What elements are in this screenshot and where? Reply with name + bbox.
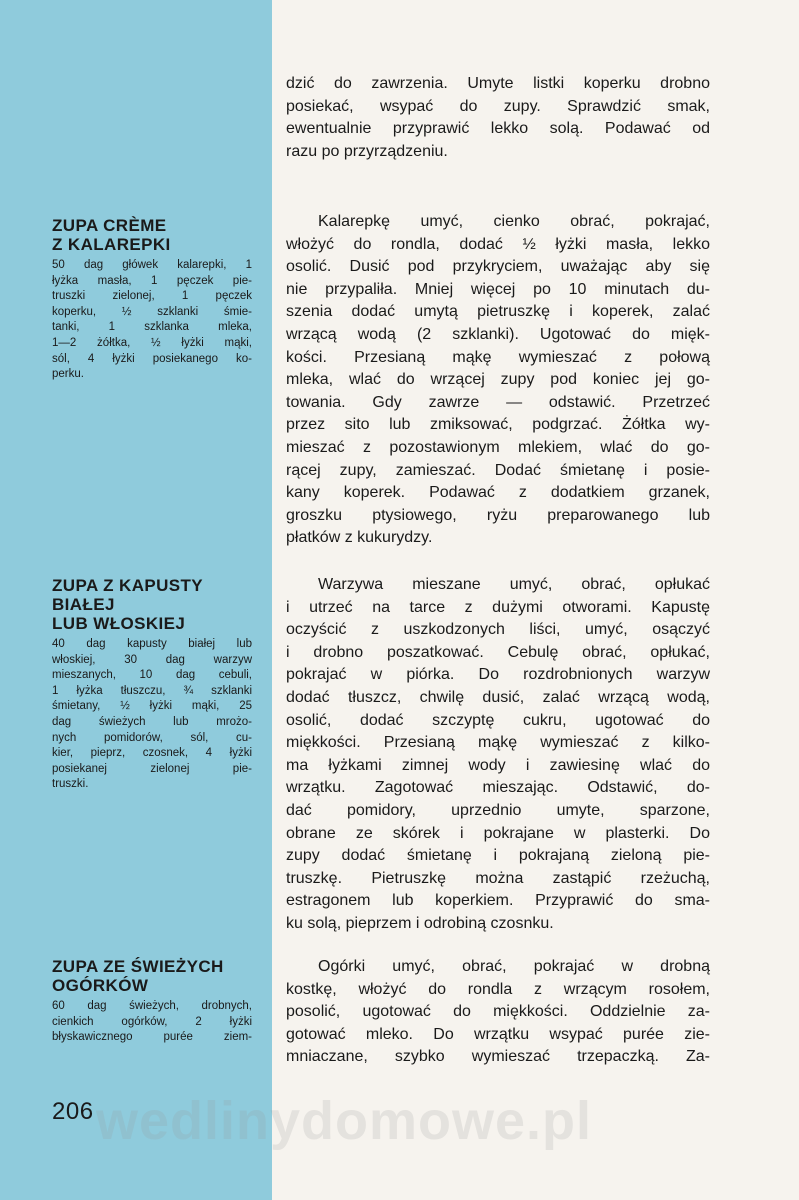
page-number: 206 xyxy=(52,1098,94,1125)
text-line: truszkę. Pietruszkę można zastąpić rzeżuchą, xyxy=(286,869,710,887)
text-line: i drobno poszatkować. Cebulę obrać, opłukać, xyxy=(286,643,710,661)
text-line: posiekać, wsypać do zupy. Sprawdzić smak, xyxy=(286,97,710,115)
ingredient-line: nych pomidorów, sól, cu- xyxy=(52,731,252,744)
watermark: wedlinydomowe.pl xyxy=(96,1091,593,1151)
title-line: ZUPA ZE ŚWIEŻYCH xyxy=(52,957,224,976)
ingredients-list xyxy=(52,258,252,383)
recipe-3-instructions xyxy=(286,956,710,1069)
text-line: groszku ptysiowego, ryżu preparowanego lub xyxy=(286,506,710,524)
text-line: kości. Przesianą mąkę wymieszać z połową xyxy=(286,348,710,366)
text-line: obrane ze skórek i pokrajane w plasterki. Do xyxy=(286,824,710,842)
text-line: posolić, ugotować do miękkości. Oddzielnie za- xyxy=(286,1003,710,1021)
ingredient-line: koperku, ½ szklanki śmie- xyxy=(52,305,252,318)
text-line: osolić, dodać szczyptę cukru, ugotować do xyxy=(286,711,710,729)
ingredient-line: perku. xyxy=(52,368,84,381)
text-line: przez sito lub zmiksować, podgrzać. Żółtka wy- xyxy=(286,416,710,434)
ingredient-line: 40 dag kapusty białej lub xyxy=(52,638,252,650)
text-line: gotować mleko. Do wrzątku wsypać purée zie- xyxy=(286,1025,710,1043)
recipe-2-header xyxy=(52,576,252,793)
text-line: szenia dodać umytą pietruszkę i koperek, zalać xyxy=(286,303,710,321)
text-line: Warzywa mieszane umyć, obrać, opłukać xyxy=(318,576,710,593)
ingredient-line: śmietany, ½ łyżki mąki, 25 xyxy=(52,700,252,713)
recipe-1-header xyxy=(52,216,252,383)
text-line: mniaczane, szybko wymieszać trzepaczką. Za- xyxy=(286,1048,710,1066)
title-line: LUB WŁOSKIEJ xyxy=(52,614,186,633)
ingredient-line: dag świeżych lub mrożo- xyxy=(52,715,252,728)
recipe-1-instructions xyxy=(286,211,710,550)
recipe-title xyxy=(52,957,252,995)
text-line: dodać tłuszcz, chwilę dusić, zalać wrzącą wodą, xyxy=(286,688,710,706)
ingredient-line: tanki, 1 szklanka mleka, xyxy=(52,321,252,334)
recipe-3-header xyxy=(52,957,252,1046)
ingredient-line: 1—2 żółtka, ½ łyżki mąki, xyxy=(52,336,252,349)
text-line: mieszać z pozostawionym mlekiem, wlać do go- xyxy=(286,438,710,456)
text-line: nie przypaliła. Mniej więcej po 10 minutach du- xyxy=(286,280,710,298)
text-line: rącej zupy, zamieszać. Dodać śmietanę i posie- xyxy=(286,461,710,479)
text-line: wrzątku. Zagotować mieszając. Odstawić, do- xyxy=(286,779,710,797)
text-line: miękkości. Przesianą mąkę wymieszać z kilko- xyxy=(286,734,710,752)
text-line: oczyścić z uszkodzonych liści, umyć, osączyć xyxy=(286,621,710,639)
text-line: włożyć do rondla, dodać ½ łyżki masła, lekko xyxy=(286,235,710,253)
text-line: razu po przyrządzeniu. xyxy=(286,142,448,160)
ingredient-line: sól, 4 łyżki posiekanego ko- xyxy=(52,352,252,365)
ingredient-line: truszki zielonej, 1 pęczek xyxy=(52,290,252,303)
title-line: ZUPA CRÈME xyxy=(52,216,167,235)
ingredient-line: 1 łyżka tłuszczu, ¾ szklanki xyxy=(52,684,252,697)
recipe-2-instructions xyxy=(286,574,710,936)
ingredients-list xyxy=(52,999,252,1046)
recipe-title xyxy=(52,216,252,254)
text-line: Kalarepkę umyć, cienko obrać, pokrajać, xyxy=(318,213,710,230)
text-line: ku solą, pieprzem i odrobiną czosnku. xyxy=(286,914,554,932)
title-line: Z KALAREPKI xyxy=(52,235,171,254)
title-line: ZUPA Z KAPUSTY xyxy=(52,576,204,595)
ingredient-line: truszki. xyxy=(52,778,89,791)
ingredient-line: błyskawicznego purée ziem- xyxy=(52,1031,252,1044)
text-line: kany koperek. Podawać z dodatkiem grzanek, xyxy=(286,484,710,502)
text-line: towania. Gdy zawrze — odstawić. Przetrzeć xyxy=(286,393,710,411)
ingredient-line: cienkich ogórków, 2 łyżki xyxy=(52,1015,252,1028)
text-line: dzić do zawrzenia. Umyte listki koperku drobno xyxy=(286,75,710,92)
ingredient-line: mieszanych, 10 dag cebuli, xyxy=(52,669,252,682)
text-line: estragonem lub koperkiem. Przyprawić do sma- xyxy=(286,892,710,910)
title-line: OGÓRKÓW xyxy=(52,976,149,995)
text-line: zupy dodać śmietanę i pokrajaną zieloną pie- xyxy=(286,847,710,865)
text-line: Ogórki umyć, obrać, pokrajać w drobną xyxy=(318,958,710,975)
ingredients-list xyxy=(52,637,252,793)
title-line: BIAŁEJ xyxy=(52,595,115,614)
ingredient-line: kier, pieprz, czosnek, 4 łyżki xyxy=(52,747,252,760)
ingredient-line: posiekanej zielonej pie- xyxy=(52,762,252,775)
text-line: płatków z kukurydzy. xyxy=(286,529,433,547)
text-line: i utrzeć na tarce z dużymi otworami. Kapustę xyxy=(286,598,710,616)
ingredient-line: 50 dag główek kalarepki, 1 xyxy=(52,259,252,271)
ingredient-line: 60 dag świeżych, drobnych, xyxy=(52,1000,252,1012)
text-line: kostkę, włożyć do rondla z wrzącym rosołem, xyxy=(286,980,710,998)
text-line: osolić. Dusić pod przykryciem, uważając aby się xyxy=(286,258,710,276)
text-line: mleka, wlać do wrzącej zupy pod koniec jej go- xyxy=(286,371,710,389)
recipe-title xyxy=(52,576,252,633)
ingredient-line: łyżka masła, 1 pęczek pie- xyxy=(52,274,252,287)
text-line: ma łyżkami zimnej wody i zawiesinę wlać do xyxy=(286,756,710,774)
ingredient-line: włoskiej, 30 dag warzyw xyxy=(52,653,252,666)
text-line: wrzącą wodą (2 szklanki). Ugotować do mięk- xyxy=(286,325,710,343)
intro-paragraph xyxy=(286,73,710,163)
text-line: dać pomidory, uprzednio umyte, sparzone, xyxy=(286,801,710,819)
text-line: ewentualnie przyprawić lekko solą. Podawać od xyxy=(286,120,710,138)
text-line: pokrajać w piórka. Do rozdrobnionych warzyw xyxy=(286,666,710,684)
